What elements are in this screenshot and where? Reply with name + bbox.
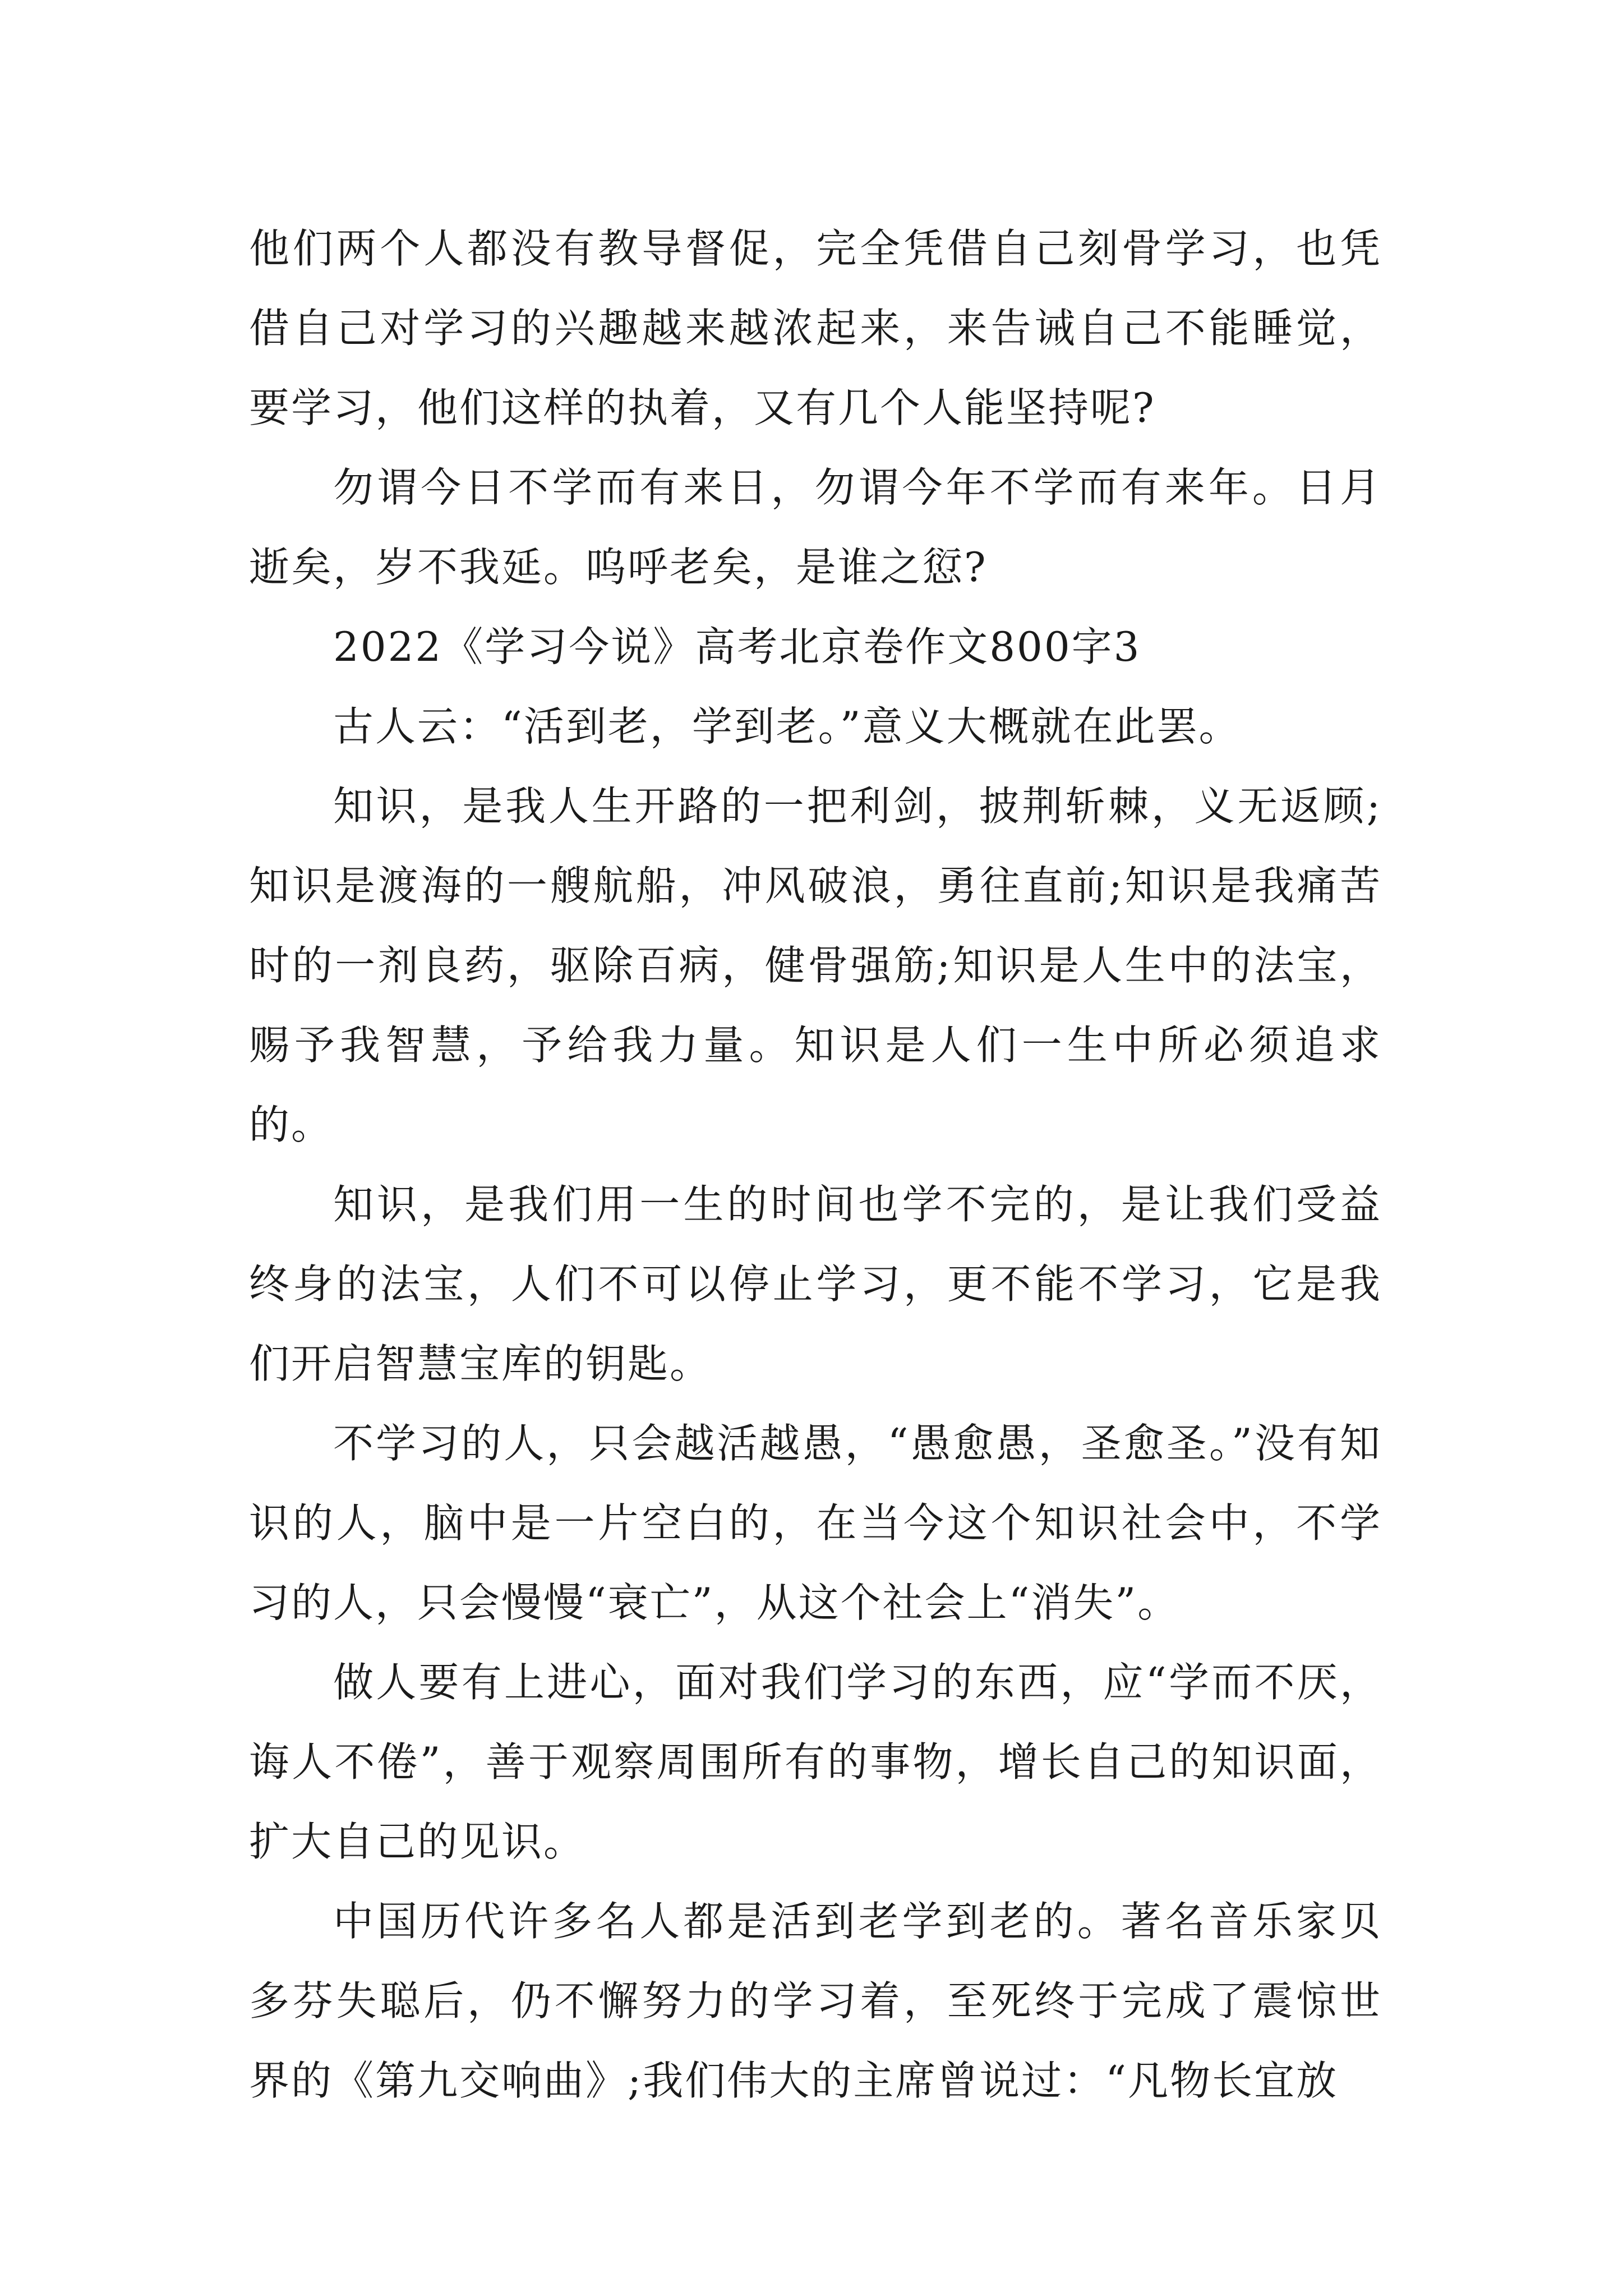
body-text — [249, 209, 1382, 2120]
paragraph: 他们两个人都没有教导督促，完全凭借自己刻骨学习，也凭借自己对学习的兴趣越来越浓起来，来告诫自己不能睡觉，要学习，他们这样的执着，又有几个人能坚持呢? — [249, 225, 1382, 431]
section-heading: 2022《学习今说》高考北京卷作文800字3 — [333, 623, 1141, 670]
paragraph: 知识，是我人生开路的一把利剑，披荆斩棘，义无返顾;知识是渡海的一艘航船，冲风破浪，勇往直前;知识是我痛苦时的一剂良药，驱除百病，健骨强筋;知识是人生中的法宝，赐予我智慧，予给我力量。知识是人们一生中所必须追求的。 — [249, 783, 1382, 1148]
paragraph: 做人要有上进心，面对我们学习的东西，应“学而不厌，诲人不倦”，善于观察周围所有的事物，增长自己的知识面，扩大自己的见识。 — [249, 1659, 1382, 1865]
paragraph: 古人云：“活到老，学到老。”意义大概就在此罢。 — [333, 703, 1241, 750]
paragraph: 不学习的人，只会越活越愚，“愚愈愚，圣愈圣。”没有知识的人，脑中是一片空白的，在当今这个知识社会中，不学习的人，只会慢慢“衰亡”，从这个社会上“消失”。 — [249, 1420, 1382, 1626]
paragraph: 中国历代许多名人都是活到老学到老的。著名音乐家贝多芬失聪后，仍不懈努力的学习着，至死终于完成了震惊世界的《第九交响曲》;我们伟大的主席曾说过：“凡物长宜放 — [249, 1898, 1382, 2104]
paragraph: 知识，是我们用一生的时间也学不完的，是让我们受益终身的法宝，人们不可以停止学习，更不能不学习，它是我们开启智慧宝库的钥匙。 — [249, 1181, 1382, 1387]
paragraph: 勿谓今日不学而有来日，勿谓今年不学而有来年。日月逝矣，岁不我延。呜呼老矣，是谁之愆? — [249, 464, 1382, 591]
